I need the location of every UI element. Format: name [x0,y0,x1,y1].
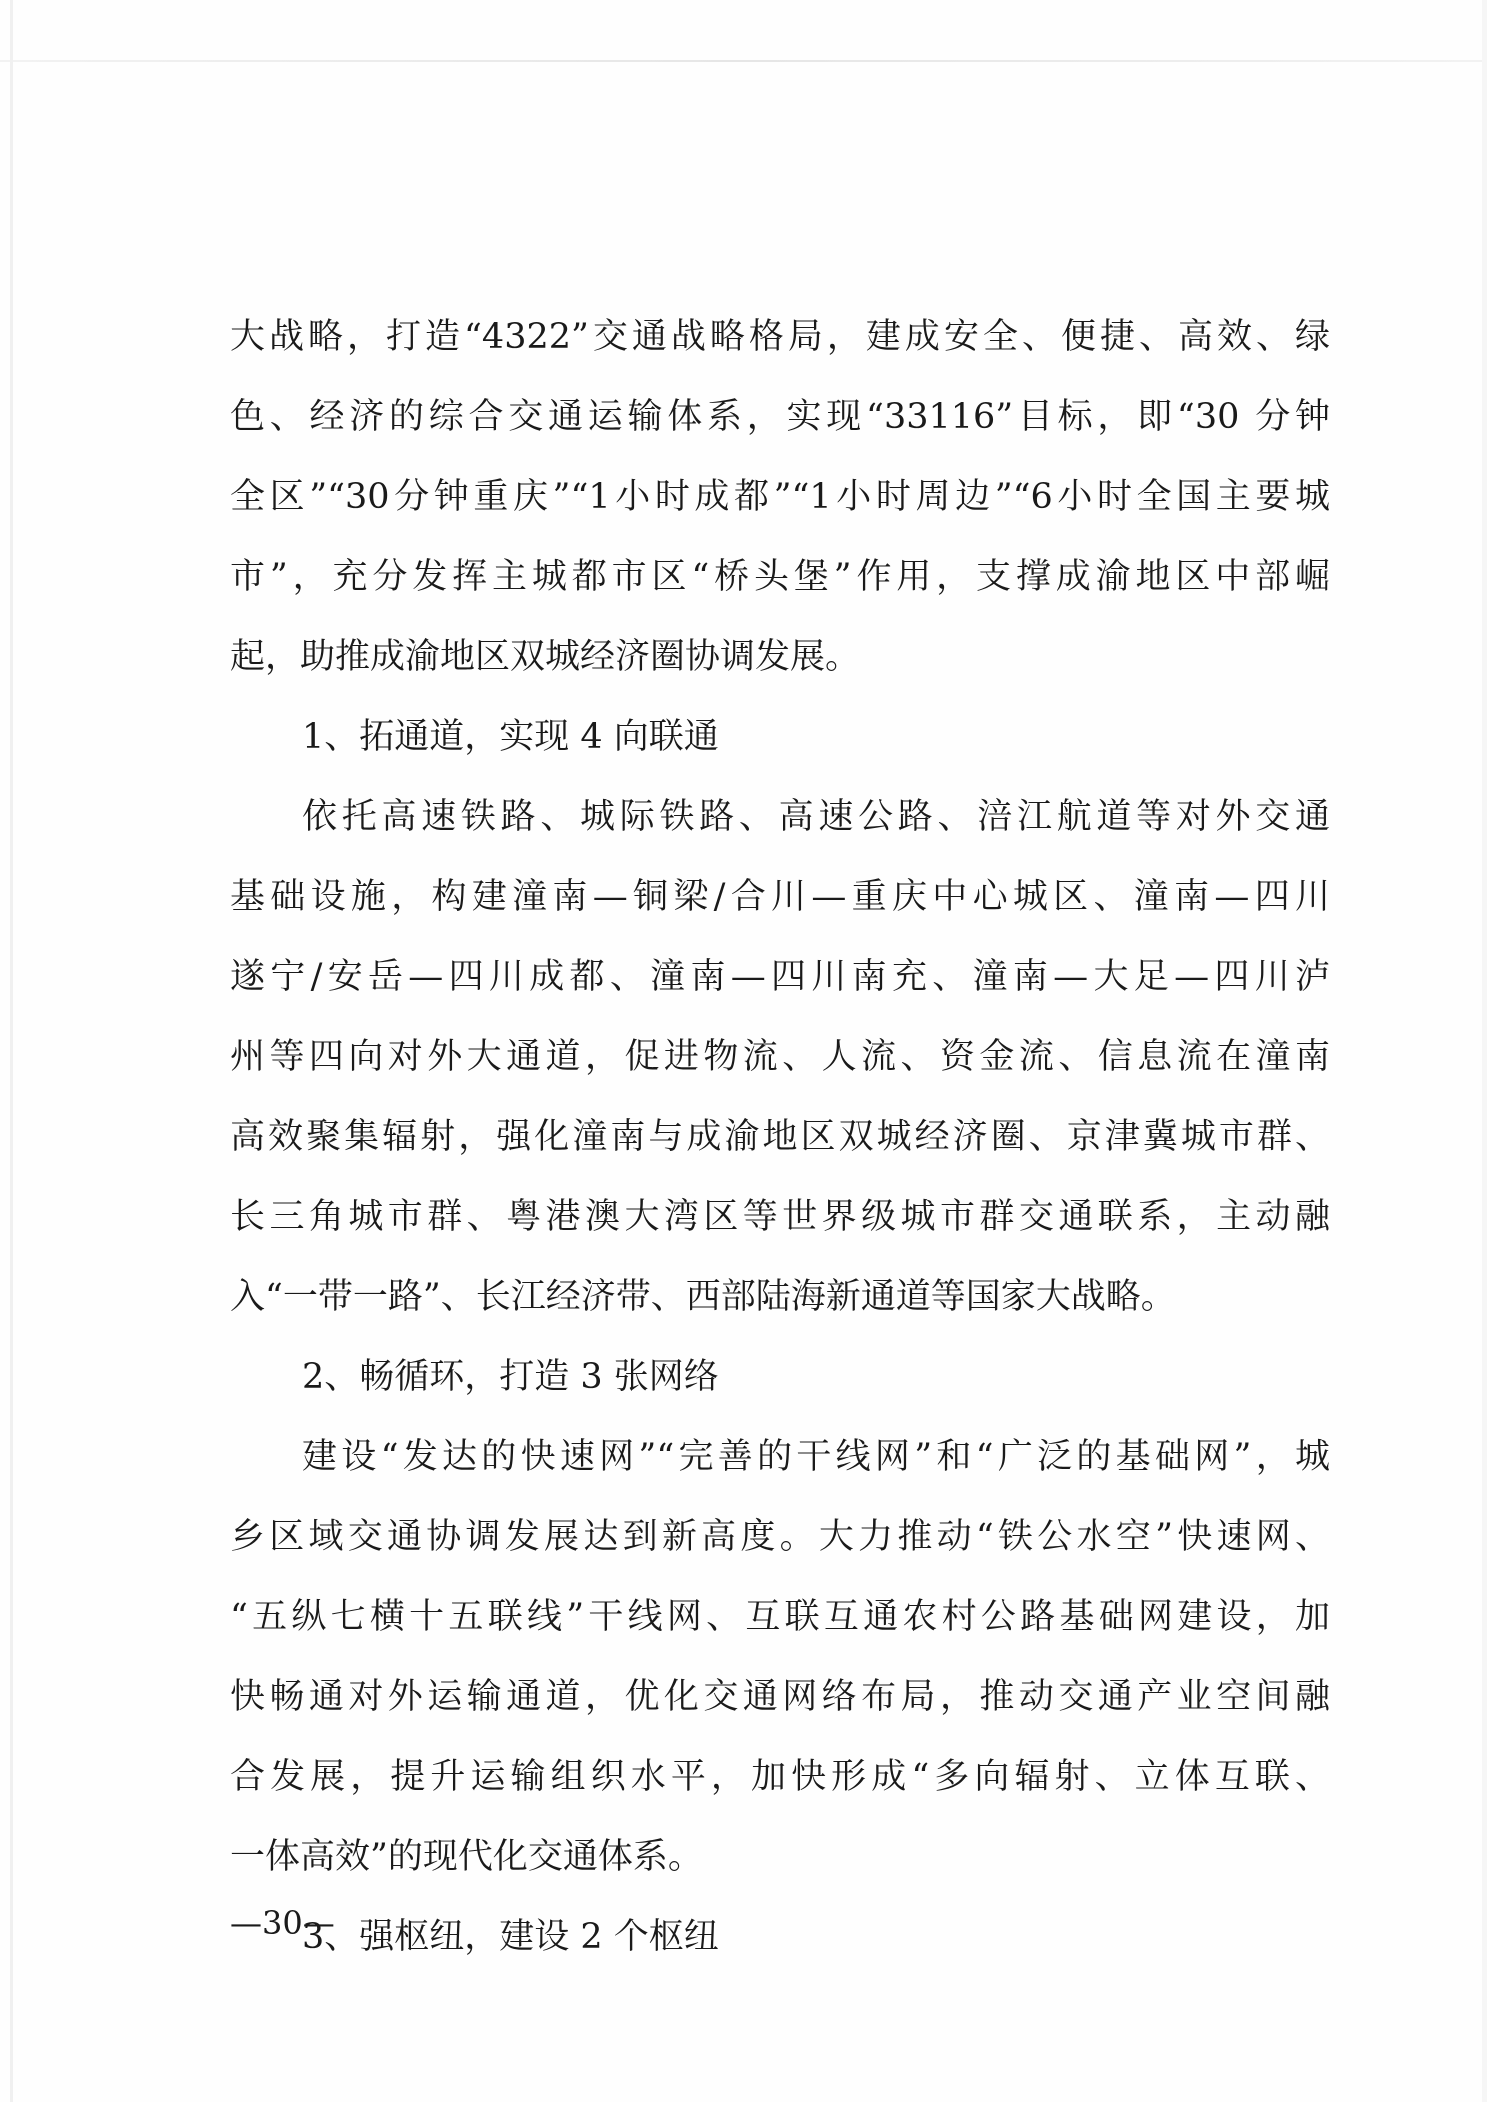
body-line: 全区”“30分钟重庆”“1小时成都”“1小时周边”“6小时全国主要城 [230,477,1330,517]
document-body [230,297,1330,1977]
body-line: 长三角城市群、粤港澳大湾区等世界级城市群交通联系，主动融 [230,1197,1330,1237]
scan-edge-left [10,0,13,2102]
body-line: 建设“发达的快速网”“完善的干线网”和“广泛的基础网”，城 [302,1437,1330,1477]
section-heading: 2、畅循环，打造 3 张网络 [302,1357,719,1397]
body-line: 市”，充分发挥主城都市区“桥头堡”作用，支撑成渝地区中部崛 [230,557,1330,597]
body-line: 基础设施，构建潼南—铜梁/合川—重庆中心城区、潼南—四川 [230,877,1330,917]
body-line: 乡区域交通协调发展达到新高度。大力推动“铁公水空”快速网、 [230,1517,1330,1557]
body-line: 依托高速铁路、城际铁路、高速公路、涪江航道等对外交通 [302,797,1330,837]
body-line: 州等四向对外大通道，促进物流、人流、资金流、信息流在潼南 [230,1037,1330,1077]
body-line: 大战略，打造“4322”交通战略格局，建成安全、便捷、高效、绿 [230,317,1330,357]
page-number: —30— [230,1904,335,1942]
body-line: 高效聚集辐射，强化潼南与成渝地区双城经济圈、京津冀城市群、 [230,1117,1330,1157]
section-heading: 1、拓通道，实现 4 向联通 [302,717,719,757]
scan-edge-right [1482,0,1487,2102]
section-heading: 3、强枢纽，建设 2 个枢纽 [302,1917,719,1957]
scan-edge-top [0,60,1487,62]
body-line: 遂宁/安岳—四川成都、潼南—四川南充、潼南—大足—四川泸 [230,957,1330,997]
body-line: 入“一带一路”、长江经济带、西部陆海新通道等国家大战略。 [230,1277,1176,1317]
body-line: “五纵七横十五联线”干线网、互联互通农村公路基础网建设，加 [230,1597,1330,1637]
body-line: 快畅通对外运输通道，优化交通网络布局，推动交通产业空间融 [230,1677,1330,1717]
body-line: 合发展，提升运输组织水平，加快形成“多向辐射、立体互联、 [230,1757,1330,1797]
body-line: 色、经济的综合交通运输体系，实现“33116”目标，即“30 分钟 [230,397,1330,437]
body-line: 起，助推成渝地区双城经济圈协调发展。 [230,637,861,677]
body-line: 一体高效”的现代化交通体系。 [230,1837,703,1877]
